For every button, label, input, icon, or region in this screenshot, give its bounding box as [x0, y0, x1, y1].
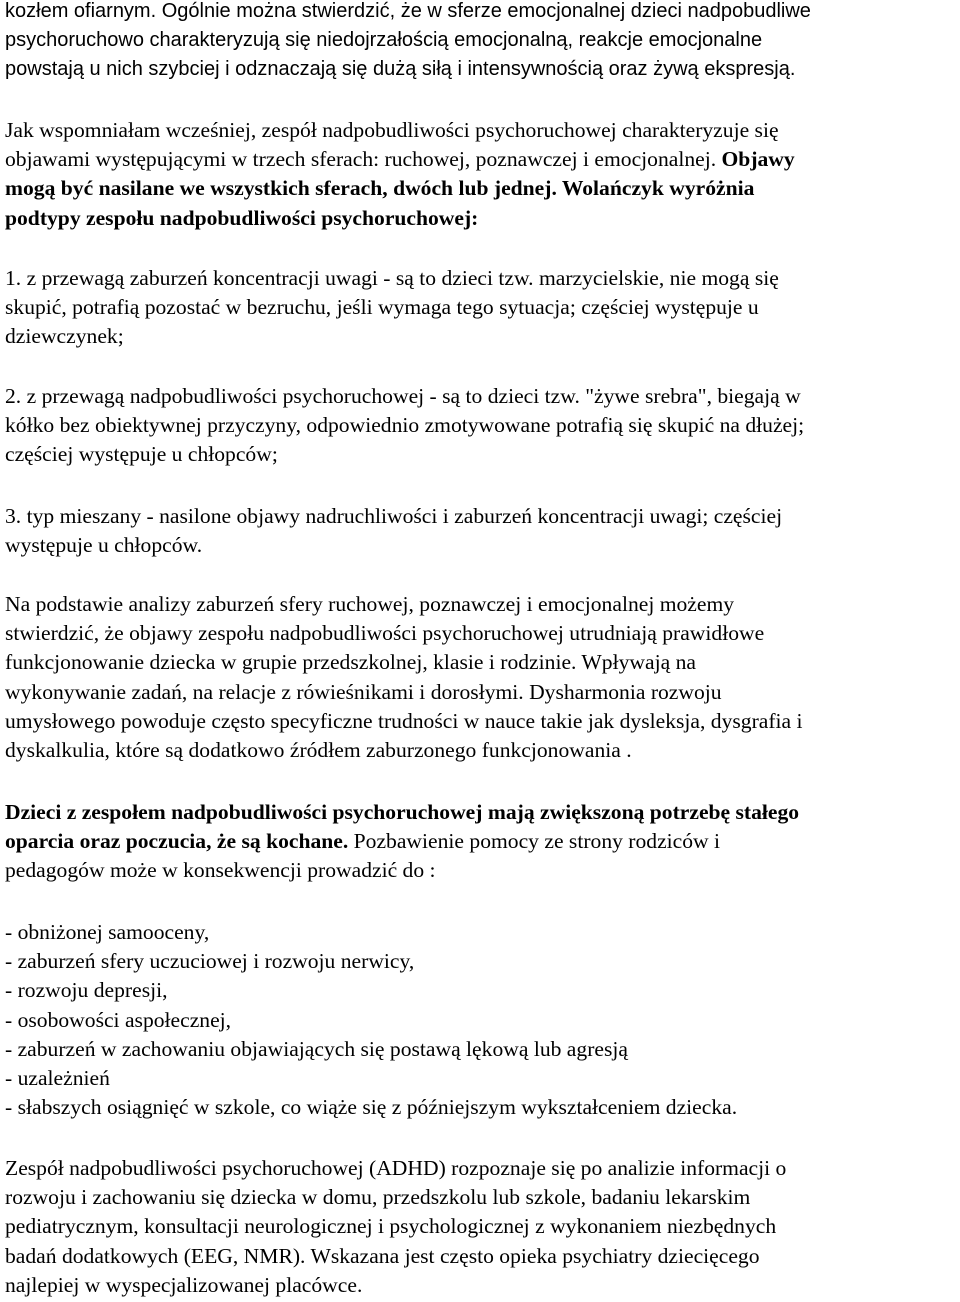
text-line: psychoruchowo charakteryzują się niedojrzałością emocjonalną, reakcje emocjonalne	[5, 29, 763, 51]
list-item-3	[5, 502, 782, 560]
text-line: częściej występuje u chłopców;	[5, 442, 278, 467]
text-line: pedagogów może w konsekwencji prowadzić do :	[5, 858, 436, 883]
bold-text-line: podtypy zespołu nadpobudliwości psychoruchowej:	[5, 205, 479, 230]
list-item: - rozwoju depresji,	[5, 978, 168, 1003]
text-line: kozłem ofiarnym. Ogólnie można stwierdzić, że w sferze emocjonalnej dzieci nadpobudliwe	[5, 0, 811, 22]
list-item: - słabszych osiągnięć w szkole, co wiąże się z późniejszym wykształceniem dziecka.	[5, 1095, 738, 1120]
text-line: dyskalkulia, które są dodatkowo źródłem zaburzonego funkcjonowania .	[5, 738, 632, 763]
bold-text: oparcia oraz poczucia, że są kochane.	[5, 829, 349, 854]
text-line: umysłowego powoduje często specyficzne trudności w nauce takie jak dysleksja, dysgrafia i	[5, 708, 803, 733]
needs-paragraph	[5, 798, 799, 886]
text-line: 2. z przewagą nadpobudliwości psychoruchowej - są to dzieci tzw. "żywe srebra", biegają w	[5, 384, 801, 408]
text-line: powstają u nich szybciej i odznaczają się dużą siłą i intensywnością oraz żywą ekspresją.	[5, 58, 796, 80]
text-line: 1. z przewagą zaburzeń koncentracji uwagi - są to dzieci tzw. marzycielskie, nie mogą się	[5, 266, 779, 290]
list-item: - osobowości aspołecznej,	[5, 1007, 232, 1032]
consequences-list	[5, 918, 737, 1122]
text-line	[5, 827, 799, 856]
text-line: 3. typ mieszany - nasilone objawy nadruchliwości i zaburzeń koncentracji uwagi; częściej	[5, 504, 783, 528]
text-line: najlepiej w wyspecjalizowanej placówce.	[5, 1272, 363, 1297]
list-item: - obniżonej samooceny,	[5, 920, 210, 944]
intro-paragraph	[5, 0, 811, 84]
list-item: - uzależnień	[5, 1066, 110, 1091]
bold-text-line: mogą być nasilane we wszystkich sferach, dwóch lub jednej. Wolańczyk wyróżnia	[5, 176, 755, 201]
syndrome-paragraph	[5, 116, 795, 233]
analysis-paragraph	[5, 590, 803, 765]
text-line: pediatrycznym, konsultacji neurologicznej i psychologicznej z wykonaniem niezbędnych	[5, 1214, 777, 1239]
text-line: skupić, potrafią pozostać w bezruchu, jeśli wymaga tego sytuacja; częściej występuje u	[5, 295, 759, 320]
text-line: stwierdzić, że objawy zespołu nadpobudliwości psychoruchowej utrudniają prawidłowe	[5, 621, 765, 646]
list-item-1	[5, 264, 779, 352]
text-line: Jak wspomniałam wcześniej, zespół nadpobudliwości psychoruchowej charakteryzuje się	[5, 118, 779, 142]
text-line: Zespół nadpobudliwości psychoruchowej (ADHD) rozpoznaje się po analizie informacji o	[5, 1156, 787, 1180]
text-line: rozwoju i zachowaniu się dziecka w domu, przedszkolu lub szkole, badaniu lekarskim	[5, 1185, 751, 1210]
text-line: wykonywanie zadań, na relacje z rówieśnikami i dorosłymi. Dysharmonia rozwoju	[5, 679, 722, 704]
diagnosis-paragraph	[5, 1154, 786, 1300]
list-item-2	[5, 382, 804, 470]
bold-text: Objawy	[721, 147, 795, 172]
text-line: występuje u chłopców.	[5, 533, 203, 558]
text-segment: Pozbawienie pomocy ze strony rodziców i	[348, 829, 721, 854]
list-item: - zaburzeń sfery uczuciowej i rozwoju nerwicy,	[5, 949, 415, 974]
text-segment: objawami występującymi w trzech sferach: ruchowej, poznawczej i emocjonalnej.	[5, 147, 722, 172]
bold-text-line: Dzieci z zespołem nadpobudliwości psychoruchowej mają zwiększoną potrzebę stałego	[5, 800, 800, 824]
text-line	[5, 145, 795, 174]
text-line: funkcjonowanie dziecka w grupie przedszkolnej, klasie i rodzinie. Wpływają na	[5, 650, 696, 675]
text-line: Na podstawie analizy zaburzeń sfery ruchowej, poznawczej i emocjonalnej możemy	[5, 592, 735, 616]
list-item: - zaburzeń w zachowaniu objawiających się postawą lękową lub agresją	[5, 1036, 628, 1061]
text-line: dziewczynek;	[5, 324, 124, 349]
text-line: kółko bez obiektywnej przyczyny, odpowiednio zmotywowane potrafią się skupić na dłużej;	[5, 413, 805, 438]
text-line: badań dodatkowych (EEG, NMR). Wskazana jest często opieka psychiatry dziecięcego	[5, 1243, 760, 1268]
